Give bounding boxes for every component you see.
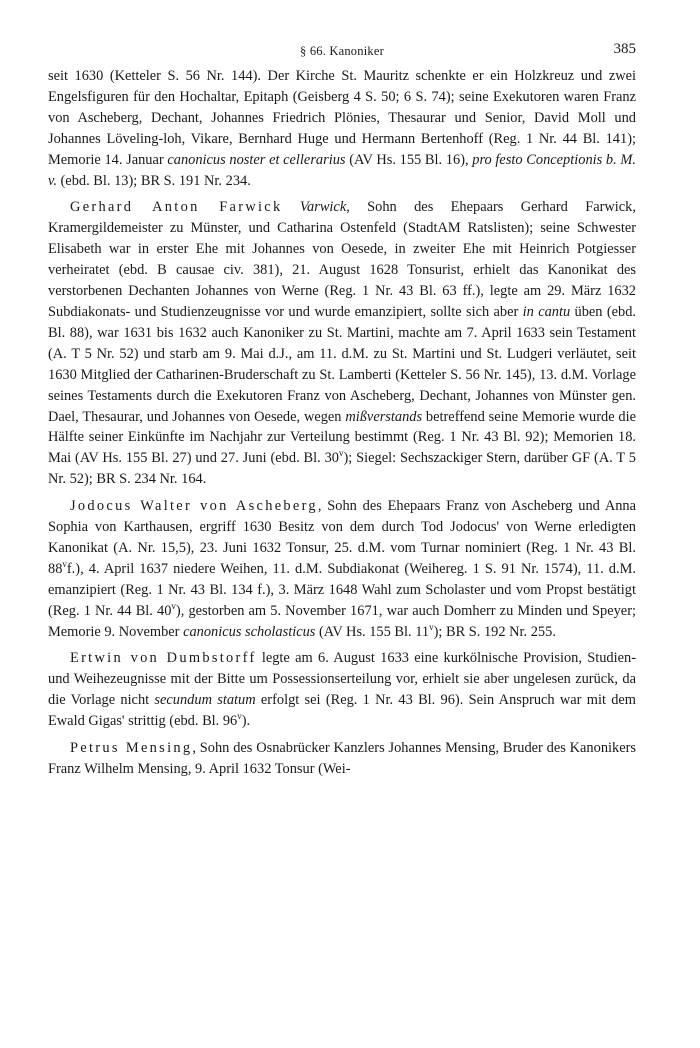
page-number: 385: [613, 41, 636, 57]
entry-name: Ertwin von Dumbstorff: [70, 650, 257, 667]
text-run: , Sohn des Osnabrücker Kanzlers Johannes Mensing, Bruder des Kanonikers Franz Wilhelm Mensing, 9. April 1632 Tonsur (Wei-: [48, 740, 636, 777]
page-header: [48, 40, 636, 66]
entry-paragraph: [48, 738, 636, 780]
entry-name: Gerhard Anton Farwick: [70, 199, 283, 216]
italic-phrase: pro festo Conceptionis b. M. v.: [48, 151, 637, 189]
text-run: f.), 4. April 1637 niedere Weihen, 11. d.M. Subdiakonat (Weihereg. 1 S. 91 Nr. 1574), 11. d.M. emanzipiert (Reg. 1 Nr. 43 Bl. 134 f.), 3. März 1648 Wahl zum Scholaster und vom Propst bestätigt (Reg. 1 Nr. 44 Bl. 40: [48, 560, 636, 619]
italic-phrase: secundum statum: [154, 692, 256, 709]
text-run: , Sohn des Ehepaars Franz von Ascheberg und Anna Sophia von Karthausen, ergriff 1630 Besitz von dem durch Tod Jodocus' von Werne erledigten Kanonikat (A. Nr. 15,5), 23. Juni 1632 Tonsur, 25. d.M. vom Turnar nominiert (Reg. 1 Nr. 43 Bl. 88: [48, 498, 636, 577]
superscript-verso: v: [429, 621, 434, 632]
entry-paragraph: [48, 496, 636, 642]
text-run: ); Siegel: Sechszackiger Stern, darüber GF (A. T 5 Nr. 52); BR S. 234 Nr. 164.: [48, 450, 636, 488]
entry-paragraph: [48, 197, 636, 490]
text-run: ).: [241, 713, 251, 730]
text-run: (AV Hs. 155 Bl. 16),: [345, 151, 473, 168]
text-run: legte am 6. August 1633 eine kurkölnische Provision, Studien- und Weihezeugnisse mit der Bitte um Possessionserteilung vor, erhielt sie aber ungelesen zurück, da die Vorlage nicht: [48, 650, 636, 709]
text-run: (ebd. Bl. 13); BR S. 191 Nr. 234.: [56, 172, 251, 189]
superscript-verso: v: [338, 448, 344, 459]
superscript-verso: v: [237, 711, 242, 722]
italic-phrase: mißverstands: [345, 408, 423, 425]
text-run: ); BR S. 192 Nr. 255.: [433, 623, 556, 640]
text-run: (AV Hs. 155 Bl. 11: [315, 623, 430, 640]
running-title: § 66. Kanoniker: [300, 44, 384, 58]
entry-paragraph: [48, 648, 636, 732]
text-run: seit 1630 (Ketteler S. 56 Nr. 144). Der Kirche St. Mauritz schenkte er ein Holzkreuz und zwei Engelsfiguren für den Hochaltar, Epitaph (Geisberg 4 S. 50; 6 S. 74); seine Exekutoren waren Franz von Ascheberg, Dechant, Johannes Friedrich Plönies, Thesaurar und Senior, David Moll und Johannes Löveling-loh, Vikare, Bernhard Huge und Hermann Bertenhoff (Reg. 1 Nr. 44 Bl. 141); Memorie 14. Januar: [48, 68, 636, 168]
entry-name: Jodocus Walter von Ascheberg: [70, 498, 318, 515]
entry-paragraph: [48, 66, 636, 191]
superscript-verso: v: [62, 559, 67, 570]
italic-phrase: canonicus noster et cellerarius: [167, 151, 346, 168]
entry-name: Petrus Mensing: [70, 740, 193, 757]
superscript-verso: v: [171, 600, 176, 611]
text-run: betreffend seine Memorie wurde die Hälfte seiner Einkünfte im Nachjahr zur Verteilung bestimmt (Reg. 1 Nr. 43 Bl. 92); Memorien 18. Mai (AV Hs. 155 Bl. 27) und 27. Juni (ebd. Bl. 30: [48, 408, 636, 467]
text-run: üben (ebd. Bl. 88), war 1631 bis 1632 auch Kanoniker zu St. Martini, machte am 7. April 1633 sein Testament (A. T 5 Nr. 52) und starb am 9. Mai d.J., am 11. d.M. zu St. Martini und St. Ludgeri verläutet, seit 1630 Mitglied der Catharinen-Bruderschaft zu St. Lamberti (Ketteler S. 56 Nr. 145), 13. d.M. Vorlage seines Testaments durch die Exekutoren Franz von Ascheberg, Dechant, Johannes von Münster gen. Dael, Thesaurar, und Johannes von Oesede, wegen: [48, 303, 636, 425]
body-text: [48, 66, 636, 780]
italic-phrase: in cantu: [522, 303, 571, 320]
book-page: [48, 40, 636, 780]
text-run: erfolgt sei (Reg. 1 Nr. 43 Bl. 96). Sein Anspruch war mit dem Ewald Gigas' strittig (ebd. Bl. 96: [48, 692, 636, 730]
text-run: , Sohn des Ehepaars Gerhard Farwick, Kramergildemeister zu Münster, und Catharina Ostenfeld (StadtAM Ratslisten); seine Schwester Elisabeth war in erster Ehe mit Johannes von Oesede, in zweiter Ehe mit Heinrich Potgiesser verheiratet (ebd. B causae civ. 381), 21. August 1628 Tonsurist, erhielt das Kanonikat des verstorbenen Dechanten Johannes von Werne (Reg. 1 Nr. 43 Bl. 63 ff.), legte am 29. März 1632 Subdiakonats- und Studienzeugnisse vor und wurde emanzipiert, sollte sich aber: [48, 199, 636, 320]
italic-phrase: canonicus scholasticus: [183, 623, 316, 640]
text-run: [282, 199, 299, 215]
text-run: ), gestorben am 5. November 1671, war auch Domherr zu Minden und Speyer; Memorie 9. November: [48, 602, 636, 640]
italic-phrase: Varwick: [299, 199, 347, 216]
